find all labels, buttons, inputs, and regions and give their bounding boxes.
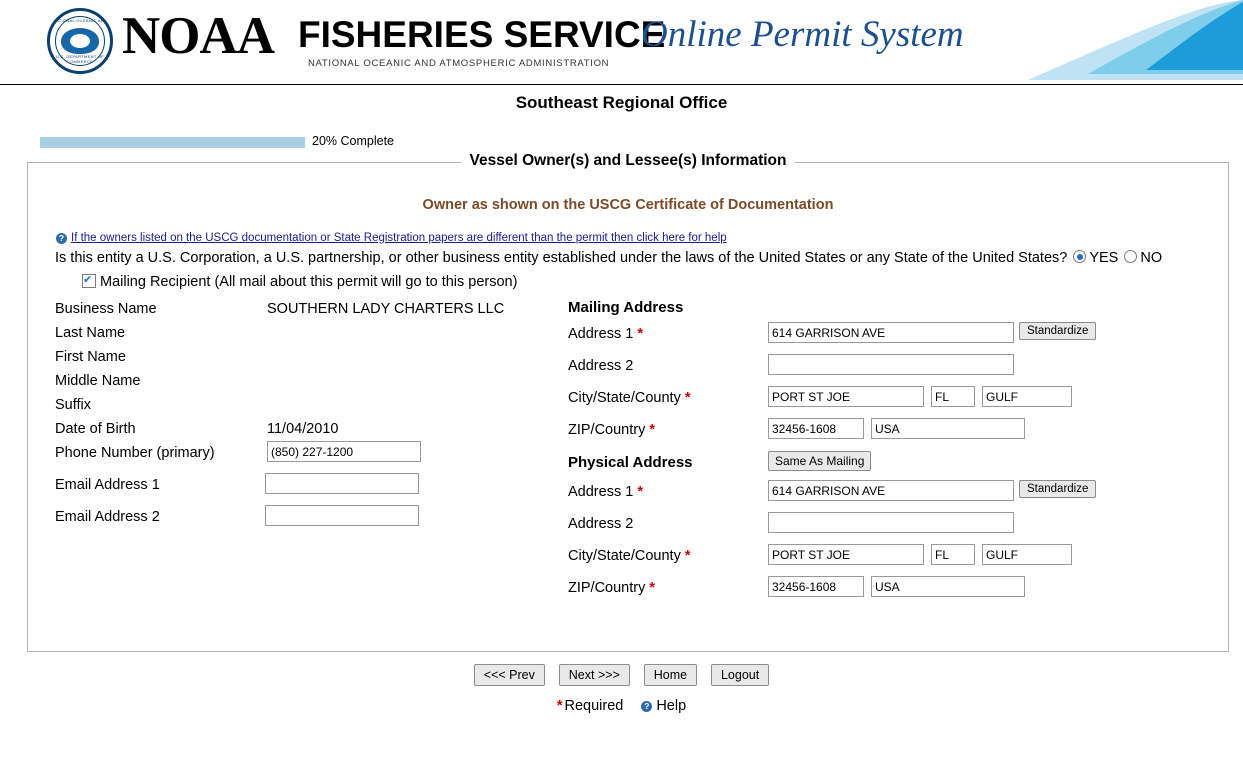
row-email-1 xyxy=(55,475,565,507)
phone-number-label: Phone Number (primary) xyxy=(55,445,215,461)
mailing-county-input[interactable] xyxy=(982,386,1072,407)
physical-zipcountry-label-text: ZIP/Country xyxy=(568,580,646,596)
date-of-birth-label: Date of Birth xyxy=(55,421,136,437)
first-name-label: First Name xyxy=(55,349,126,365)
row-business-name xyxy=(55,299,565,323)
brand-noaa: NOAA xyxy=(122,7,275,65)
owner-help-row[interactable] xyxy=(56,232,1228,244)
progress-row xyxy=(0,134,1243,151)
required-marker: * xyxy=(684,548,691,564)
mailing-address2-label: Address 2 xyxy=(568,358,634,374)
physical-citystatecounty-label xyxy=(568,548,691,564)
logo-ring-text-top: NATIONAL OCEANIC AND xyxy=(52,18,108,23)
required-marker: * xyxy=(649,580,656,596)
required-text: Required xyxy=(564,698,624,714)
mailing-address1-label xyxy=(568,326,643,342)
physical-zipcountry-row xyxy=(568,576,1218,608)
form-columns xyxy=(28,299,1228,629)
required-marker: * xyxy=(637,484,643,500)
physical-citystatecounty-label-text: City/State/County xyxy=(568,548,681,564)
business-name-label: Business Name xyxy=(55,301,157,317)
physical-address1-input[interactable] xyxy=(768,480,1014,501)
owner-details-column xyxy=(55,299,565,539)
mailing-state-input[interactable] xyxy=(931,386,975,407)
help-icon[interactable]: ? xyxy=(641,701,652,712)
help-text[interactable]: Help xyxy=(656,698,687,714)
footer-legend xyxy=(0,698,1243,714)
mailing-recipient-label[interactable]: Mailing Recipient (All mail about this permit will go to this person) xyxy=(100,274,518,290)
email-1-input[interactable] xyxy=(265,473,419,494)
noaa-logo xyxy=(47,8,113,74)
logo-ring-text-bottom: U.S. DEPARTMENT OF COMMERCE xyxy=(55,54,105,64)
mailing-city-input[interactable] xyxy=(768,386,924,407)
noaa-bird-icon xyxy=(61,28,99,54)
entity-question xyxy=(55,249,1225,268)
mailing-address1-input[interactable] xyxy=(768,322,1014,343)
physical-address1-label-text: Address 1 xyxy=(568,484,634,500)
row-middle-name xyxy=(55,371,565,395)
address-column xyxy=(568,299,1218,608)
owner-help-link[interactable]: If the owners listed on the USCG documentation or State Registration papers are different than the permit then click here for help xyxy=(71,232,727,244)
page-title: Southeast Regional Office xyxy=(515,93,728,112)
section-title: Owner as shown on the USCG Certificate of Documentation xyxy=(422,197,834,213)
last-name-label: Last Name xyxy=(55,325,126,341)
panel-legend: Vessel Owner(s) and Lessee(s) Information xyxy=(462,152,795,170)
site-header xyxy=(0,0,1243,85)
mailing-address1-label-text: Address 1 xyxy=(568,326,634,342)
email-1-label: Email Address 1 xyxy=(55,477,160,493)
physical-address2-input[interactable] xyxy=(768,512,1014,533)
brand-subtitle: NATIONAL OCEANIC AND ATMOSPHERIC ADMINISTRATION xyxy=(308,58,610,69)
mailing-citystatecounty-label xyxy=(568,390,691,406)
row-first-name xyxy=(55,347,565,371)
mailing-citystatecounty-row xyxy=(568,386,1218,418)
phone-number-input[interactable] xyxy=(267,441,421,462)
mailing-zip-input[interactable] xyxy=(768,418,864,439)
physical-city-input[interactable] xyxy=(768,544,924,565)
physical-address2-row xyxy=(568,512,1218,544)
progress-bar xyxy=(40,137,305,148)
radio-no-label[interactable]: NO xyxy=(1140,250,1163,266)
mailing-address-heading: Mailing Address xyxy=(568,299,684,316)
progress-label: 20% Complete xyxy=(312,134,394,148)
physical-address1-label xyxy=(568,484,643,500)
physical-standardize-button[interactable]: Standardize xyxy=(1019,480,1096,498)
logout-button[interactable]: Logout xyxy=(711,664,769,686)
owner-information-panel xyxy=(27,152,1229,652)
date-of-birth-value: 11/04/2010 xyxy=(267,421,339,437)
radio-yes[interactable] xyxy=(1073,250,1086,263)
mailing-address2-input[interactable] xyxy=(768,354,1014,375)
email-2-label: Email Address 2 xyxy=(55,509,160,525)
next-button[interactable]: Next >>> xyxy=(559,664,630,686)
mailing-address2-row xyxy=(568,354,1218,386)
required-marker: * xyxy=(637,326,643,342)
physical-state-input[interactable] xyxy=(931,544,975,565)
physical-address1-row xyxy=(568,480,1218,512)
home-button[interactable]: Home xyxy=(644,664,697,686)
physical-zip-input[interactable] xyxy=(768,576,864,597)
mailing-citystatecounty-label-text: City/State/County xyxy=(568,390,681,406)
physical-county-input[interactable] xyxy=(982,544,1072,565)
row-date-of-birth xyxy=(55,419,565,443)
required-marker: * xyxy=(649,422,656,438)
physical-country-input[interactable] xyxy=(871,576,1025,597)
same-as-mailing-button[interactable]: Same As Mailing xyxy=(768,451,871,471)
physical-citystatecounty-row xyxy=(568,544,1218,576)
row-email-2 xyxy=(55,507,565,539)
middle-name-label: Middle Name xyxy=(55,373,141,389)
header-swoosh-graphic xyxy=(1028,0,1243,84)
physical-zipcountry-label xyxy=(568,580,655,596)
prev-button[interactable]: <<< Prev xyxy=(474,664,545,686)
row-suffix xyxy=(55,395,565,419)
radio-yes-label[interactable]: YES xyxy=(1089,250,1119,266)
row-last-name xyxy=(55,323,565,347)
required-marker: * xyxy=(684,390,691,406)
email-2-input[interactable] xyxy=(265,505,419,526)
brand-fisheries-service: FISHERIES SERVICE xyxy=(298,14,666,55)
physical-address-heading-row xyxy=(568,450,1218,480)
row-phone-number xyxy=(55,443,565,475)
mailing-address1-row xyxy=(568,322,1218,354)
business-name-value: SOUTHERN LADY CHARTERS LLC xyxy=(267,301,505,317)
mailing-zipcountry-label-text: ZIP/Country xyxy=(568,422,646,438)
mailing-recipient-row[interactable] xyxy=(82,274,1228,290)
navigation-buttons xyxy=(0,664,1243,686)
mailing-country-input[interactable] xyxy=(871,418,1025,439)
entity-question-text: Is this entity a U.S. Corporation, a U.S. partnership, or other business entity established under the laws of the United States or any State of the United States? xyxy=(55,250,1068,266)
mailing-zipcountry-row xyxy=(568,418,1218,450)
mailing-standardize-button[interactable]: Standardize xyxy=(1019,322,1096,340)
radio-no[interactable] xyxy=(1124,250,1137,263)
mailing-recipient-checkbox[interactable] xyxy=(82,274,96,288)
brand-online-permit-system: Online Permit System xyxy=(641,14,964,55)
mailing-zipcountry-label xyxy=(568,422,655,438)
suffix-label: Suffix xyxy=(55,397,92,413)
required-marker: * xyxy=(556,698,563,714)
physical-address2-label: Address 2 xyxy=(568,516,634,532)
help-icon[interactable]: ? xyxy=(56,233,67,244)
physical-address-heading: Physical Address xyxy=(568,454,693,471)
